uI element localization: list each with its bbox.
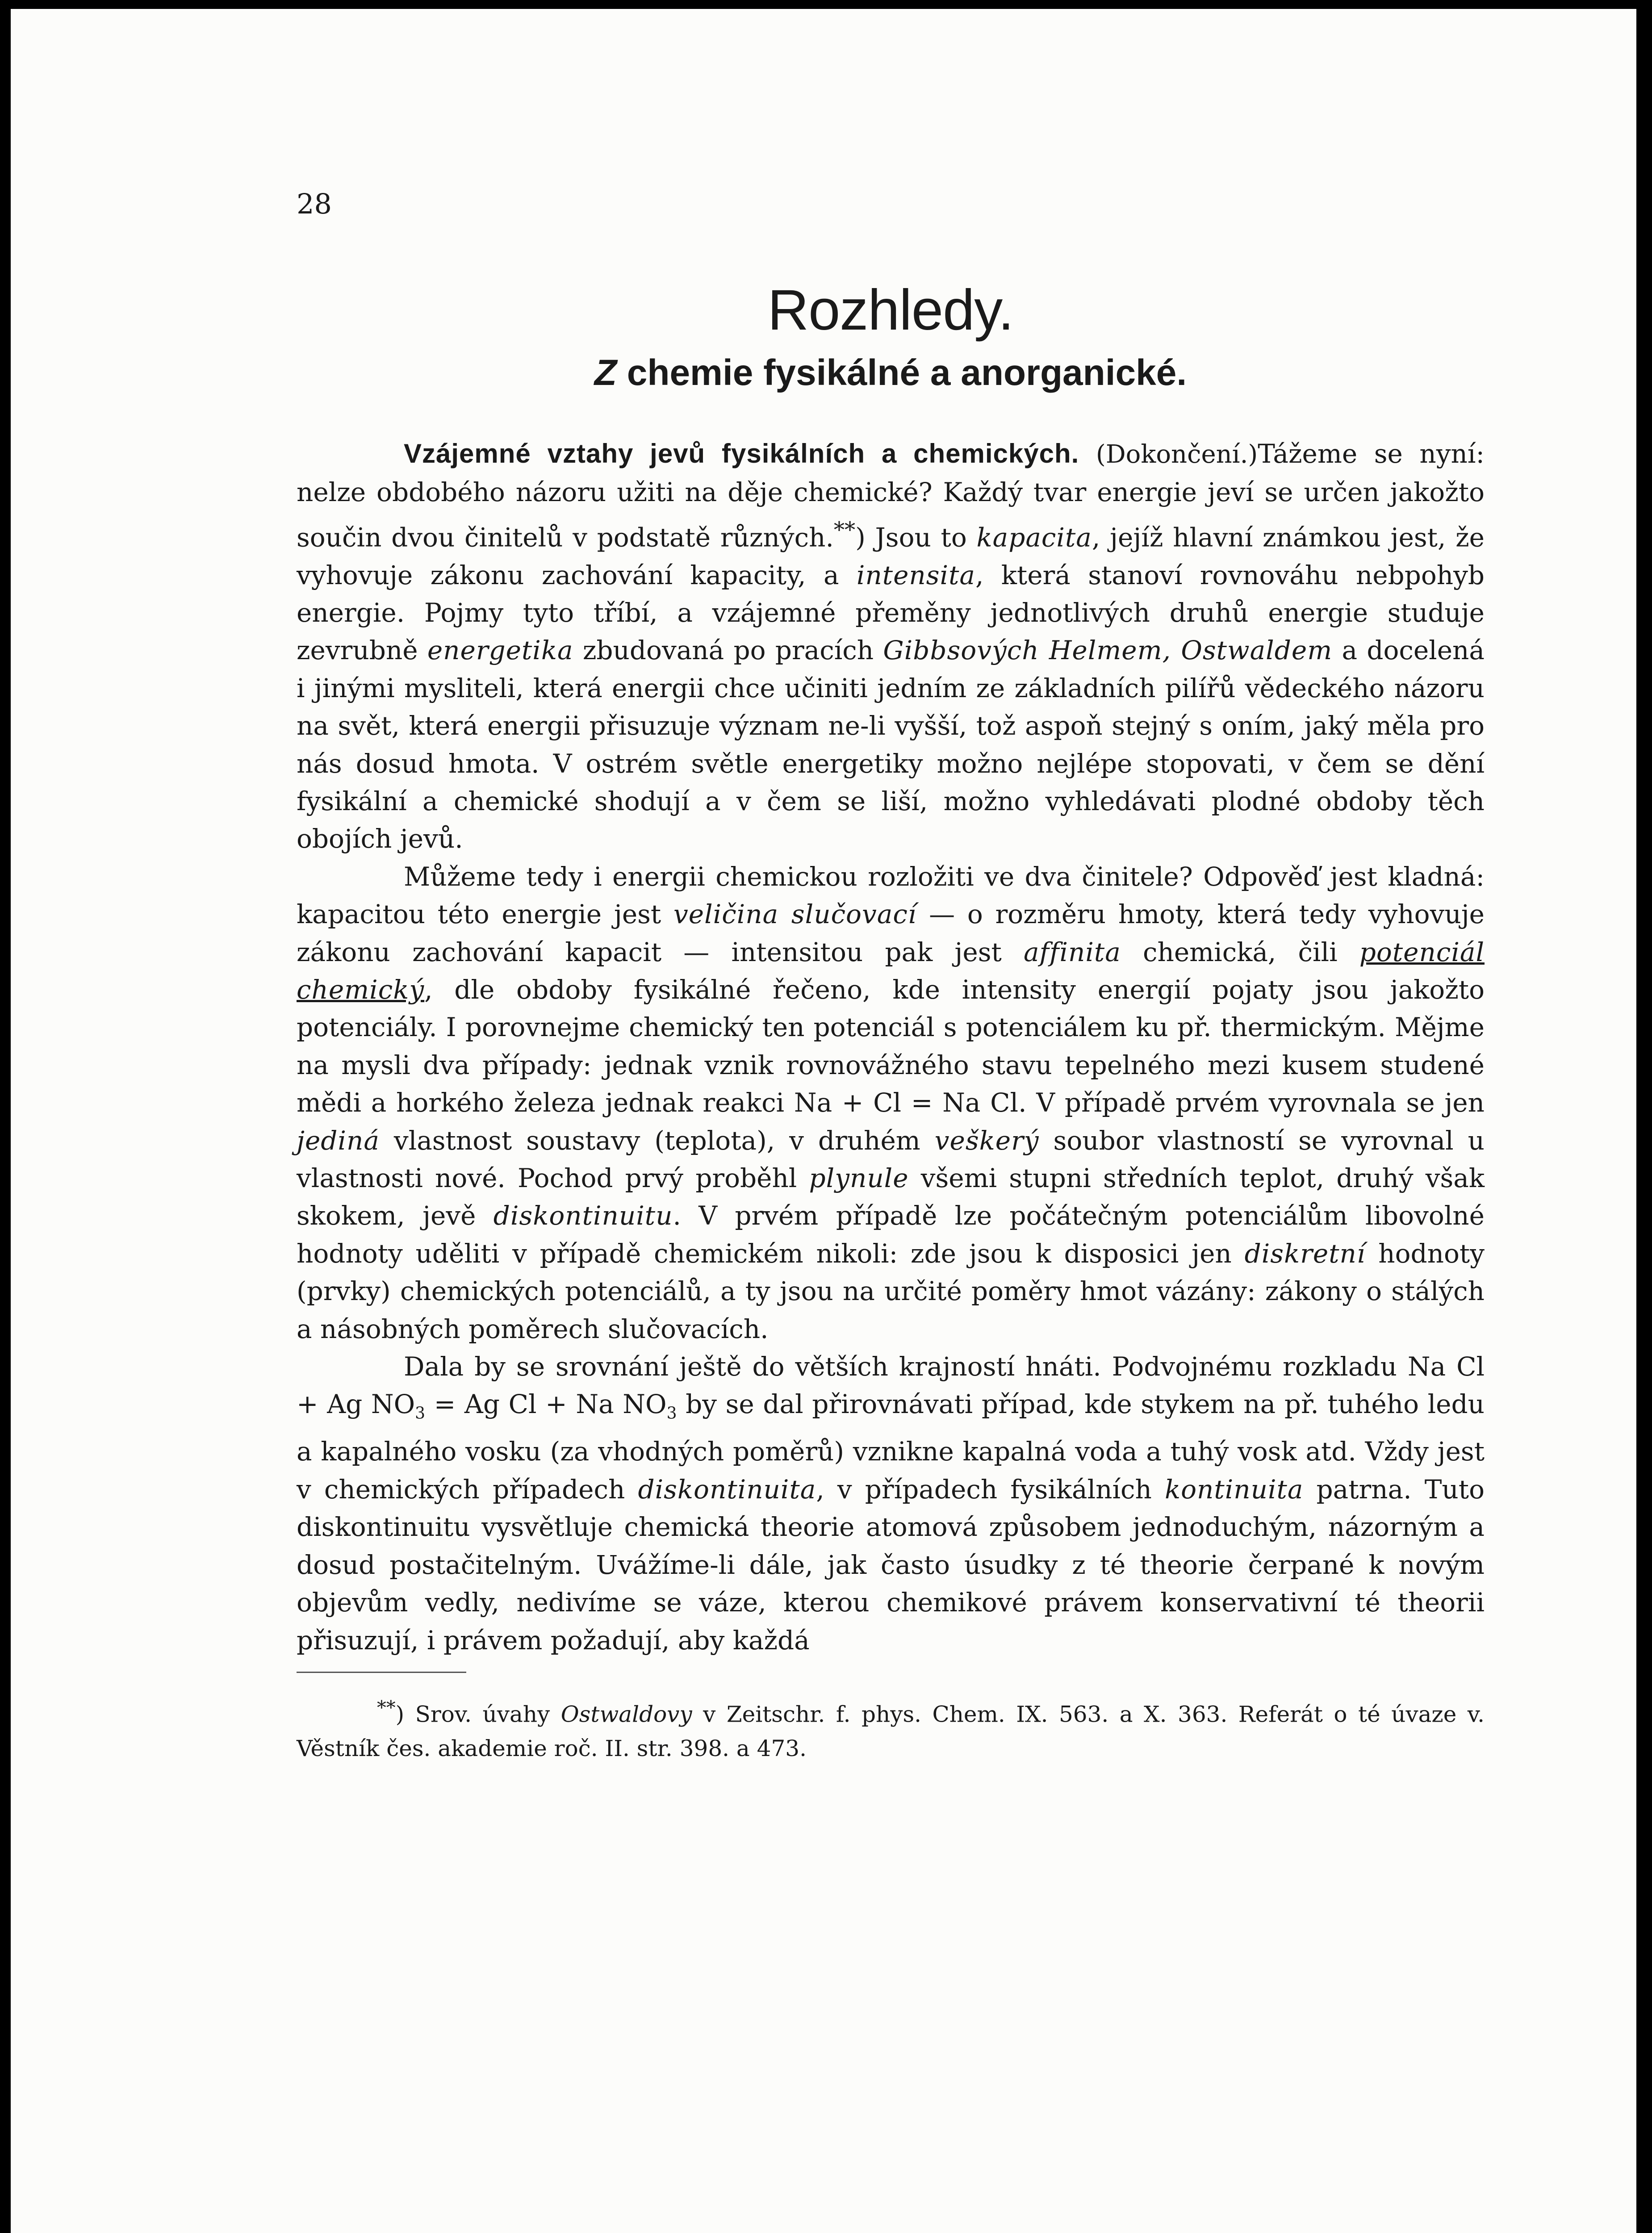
term-diskontinuita: diskontinuita xyxy=(638,1474,816,1505)
footnote-ref: ** xyxy=(833,517,856,543)
text: , která stanoví rovnováhu nebpohyb energie. Pojmy tyto tříbí, a vzájemné přeměny jednotlivých druhů energie studuje zevrubně xyxy=(297,560,1485,666)
text: soubor vlastností se vyrovnal u vlastnosti nové. Pochod prvý proběhl xyxy=(297,1125,1485,1194)
term-affinita: affinita xyxy=(1023,937,1121,967)
term-potencial-chemicky: potenciál chemický xyxy=(297,937,1485,1005)
article xyxy=(297,435,1485,1659)
term-energetika: energetika xyxy=(427,635,573,666)
footnote-divider xyxy=(297,1672,466,1673)
subtitle xyxy=(297,348,1485,397)
term-kontinuita: kontinuita xyxy=(1164,1474,1304,1505)
document-page xyxy=(11,9,1636,2233)
names-gibbs-helm-ostwald: Gibbsových Helmem, Ostwaldem xyxy=(883,635,1333,666)
text: chemická, čili xyxy=(1121,937,1359,967)
subtitle-letter: Z xyxy=(594,352,617,393)
term-diskretni: diskretní xyxy=(1244,1238,1366,1269)
text: Dala by se srovnání ještě do větších krajností hnáti. Podvojnému rozkladu Na Cl + Ag NO xyxy=(297,1351,1485,1420)
page-content xyxy=(297,277,1485,1765)
page-number: 28 xyxy=(297,188,332,220)
text: vlastnost soustavy (teplota), v druhém xyxy=(379,1125,935,1156)
text: , v případech fysikálních xyxy=(816,1474,1165,1505)
section-title: Rozhledy. xyxy=(767,278,1014,342)
subscript: 3 xyxy=(666,1405,677,1423)
term-plynule: plynule xyxy=(809,1163,909,1194)
paragraph-3 xyxy=(297,1348,1485,1659)
text: Tážeme se nyní: nelze obdobého názoru užiti na děje chemické? Každý tvar energie jeví se určen jakožto součin dvou činitelů v podstatě různých. xyxy=(297,439,1485,553)
text: hodnoty (prvky) chemických potenciálů, a ty jsou na určité poměry hmot vázány: zákony o stálých a násobných poměrech slučovacích. xyxy=(297,1238,1485,1344)
text: Můžeme tedy i energii chemickou rozložiti ve dva činitele? Odpověď jest kladná: kapacitou této energie jest xyxy=(297,861,1485,930)
term-diskontinuitu: diskontinuitu xyxy=(493,1200,673,1231)
text: — o rozměru hmoty, která tedy vyhovuje zákonu zachování kapacit — intensitou pak jest xyxy=(297,899,1485,967)
text: patrna. Tuto diskontinuitu vysvětluje chemická theorie atomová způsobem jednoduchým, názorným a dosud postačitelným. Uvážíme-li dále, jak často úsudky z té theorie čerpané k novým objevům vedly, nedivíme se váze, kterou chemikové právem konservativní té theorii přisuzují, i právem požadují, aby každá xyxy=(297,1474,1485,1656)
text: a docelená i jinými mysliteli, která energii chce učiniti jedním ze základních pilířů vědeckého názoru na svět, která energii přisuzuje význam ne-li vyšší, tož aspoň stejný s oním, jaký měla pro nás dosud hmota. V ostrém světle energetiky možno nejlépe stopovati, v čem se dění fysikální a chemické shodují a v čem se liší, možno vyhledávati plodné obdoby těch obojích jevů. xyxy=(297,635,1485,854)
text: , jejíž hlavní známkou jest, že vyhovuje zákonu zachování kapacity, a xyxy=(297,522,1485,590)
text: zbudovaná po pracích xyxy=(573,635,883,666)
footnote xyxy=(297,1691,1485,1765)
text: , dle obdoby fysikálné řečeno, kde intensity energií pojaty jsou jakožto potenciály. I porovnejme chemický ten potenciál s potenciálem ku př. thermickým. Mějme na mysli dva případy: jednak vznik rovnovážného stavu tepelného mezi kusem studené mědi a horkého železa jednak reakci Na + Cl = Na Cl. V případě prvém vyrovnala se jen xyxy=(297,974,1485,1118)
paragraph-2 xyxy=(297,858,1485,1348)
term-jedina: jediná xyxy=(297,1125,380,1156)
term-intensita: intensita xyxy=(856,560,975,590)
article-heading: Vzájemné vztahy jevů fysikálních a chemických. xyxy=(404,439,1079,468)
term-veskery: veškerý xyxy=(934,1125,1039,1156)
term-velicina-slucovaci: veličina slučovací xyxy=(673,899,917,930)
text: ) Srov. úvahy xyxy=(395,1701,561,1727)
term-kapacita: kapacita xyxy=(976,522,1092,553)
text: v Zeitschr. f. phys. Chem. IX. 563. a X. 363. Referát o té úvaze v. Věstník čes. akademie roč. II. str. 398. a 473. xyxy=(297,1701,1485,1761)
text: ) Jsou to xyxy=(855,522,977,553)
paragraph-1 xyxy=(297,435,1485,858)
text: = Ag Cl + Na NO xyxy=(425,1389,667,1420)
continuation-note: (Dokončení.) xyxy=(1096,440,1258,469)
text: . V prvém případě lze počátečným potenciálům libovolné hodnoty uděliti v případě chemickém nikoli: zde jsou k disposici jen xyxy=(297,1200,1485,1269)
text: by se dal přirovnávati případ, kde stykem na př. tuhého ledu a kapalného vosku (za vhodných poměrů) vznikne kapalná voda a tuhý vosk atd. Vždy jest v chemických případech xyxy=(297,1389,1485,1505)
subscript: 3 xyxy=(415,1405,426,1423)
text: všemi stupni středních teplot, druhý však skokem, jevě xyxy=(297,1163,1485,1231)
footnote-name: Ostwaldovy xyxy=(560,1701,692,1727)
subtitle-text: chemie fysikálné a anorganické. xyxy=(627,352,1187,393)
footnote-mark: ** xyxy=(377,1696,396,1719)
